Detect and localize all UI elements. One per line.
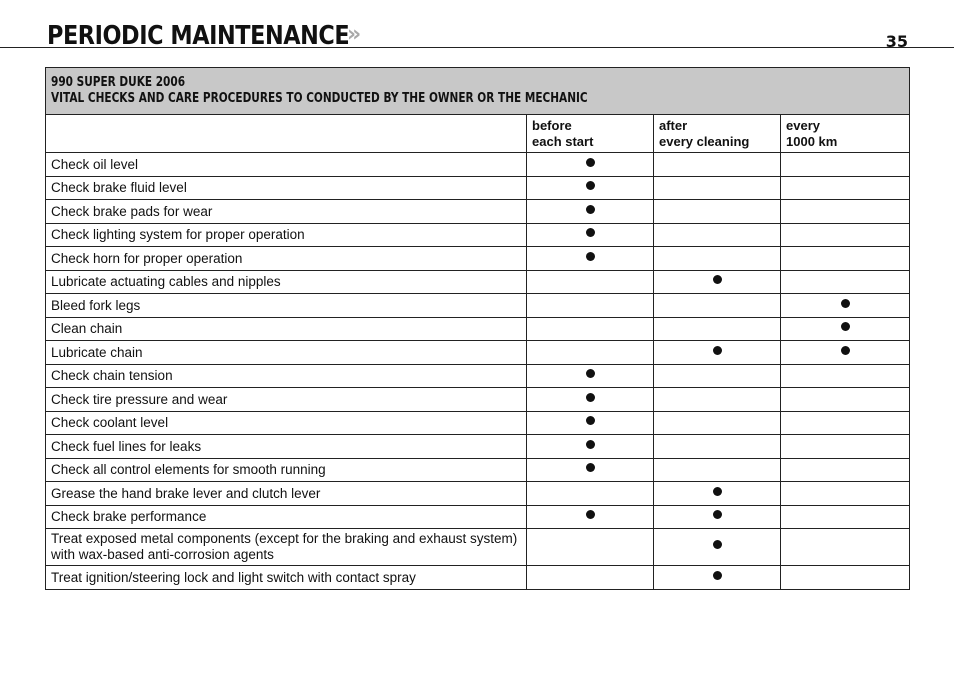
bullet-icon <box>586 393 595 402</box>
table-row <box>46 566 910 590</box>
table-row <box>46 200 910 224</box>
bullet-icon <box>586 440 595 449</box>
interval-cell <box>654 458 781 482</box>
interval-cell <box>654 364 781 388</box>
interval-cell <box>527 294 654 318</box>
task-label: Check tire pressure and wear <box>46 388 527 412</box>
bullet-icon <box>713 510 722 519</box>
column-header-row <box>46 115 910 153</box>
interval-cell <box>527 341 654 365</box>
interval-cell <box>781 270 910 294</box>
bullet-icon <box>586 416 595 425</box>
bullet-icon <box>586 205 595 214</box>
interval-cell <box>527 566 654 590</box>
interval-cell <box>781 341 910 365</box>
bullet-icon <box>586 369 595 378</box>
table-row <box>46 482 910 506</box>
interval-cell <box>527 317 654 341</box>
interval-cell <box>781 411 910 435</box>
maintenance-table <box>45 67 910 590</box>
bullet-icon <box>841 299 850 308</box>
interval-cell <box>654 223 781 247</box>
interval-cell <box>527 482 654 506</box>
task-label: Clean chain <box>46 317 527 341</box>
interval-cell <box>527 529 654 566</box>
task-label: Check fuel lines for leaks <box>46 435 527 459</box>
interval-cell <box>654 153 781 177</box>
interval-cell <box>781 223 910 247</box>
interval-cell <box>654 566 781 590</box>
task-label: Check brake fluid level <box>46 176 527 200</box>
bullet-icon <box>713 487 722 496</box>
column-header-after-cleaning <box>654 115 781 153</box>
table-row <box>46 294 910 318</box>
interval-cell <box>654 294 781 318</box>
interval-cell <box>527 223 654 247</box>
interval-cell <box>654 388 781 412</box>
interval-cell <box>654 270 781 294</box>
interval-cell <box>781 435 910 459</box>
interval-cell <box>781 529 910 566</box>
bullet-icon <box>841 346 850 355</box>
bullet-icon <box>586 228 595 237</box>
task-label: Treat ignition/steering lock and light switch with contact spray <box>46 566 527 590</box>
interval-cell <box>527 270 654 294</box>
column-header-label: 1000 km <box>786 133 838 149</box>
interval-cell <box>527 364 654 388</box>
column-header-label: every cleaning <box>659 133 750 149</box>
interval-cell <box>527 435 654 459</box>
column-header-before-start <box>527 115 654 153</box>
interval-cell <box>654 505 781 529</box>
table-row <box>46 153 910 177</box>
column-header-every-1000km <box>781 115 910 153</box>
task-label: Grease the hand brake lever and clutch lever <box>46 482 527 506</box>
interval-cell <box>527 200 654 224</box>
bullet-icon <box>586 463 595 472</box>
task-label: Check lighting system for proper operation <box>46 223 527 247</box>
interval-cell <box>781 294 910 318</box>
task-label: Lubricate actuating cables and nipples <box>46 270 527 294</box>
interval-cell <box>654 411 781 435</box>
interval-cell <box>527 388 654 412</box>
column-header-label: each start <box>532 133 594 149</box>
interval-cell <box>781 364 910 388</box>
table-row <box>46 247 910 271</box>
table-row <box>46 435 910 459</box>
column-header-label: before <box>532 117 572 133</box>
interval-cell <box>654 247 781 271</box>
column-header-label: after <box>659 117 688 133</box>
table-row <box>46 317 910 341</box>
task-label: Check brake performance <box>46 505 527 529</box>
interval-cell <box>654 341 781 365</box>
bullet-icon <box>586 252 595 261</box>
task-label: Check coolant level <box>46 411 527 435</box>
interval-cell <box>781 458 910 482</box>
page-number: 35 <box>885 32 908 51</box>
header-rule <box>0 47 954 48</box>
task-label: Treat exposed metal components (except for the braking and exhaust system) with wax-based anti-corrosion agents <box>46 529 527 566</box>
task-label: Lubricate chain <box>46 341 527 365</box>
task-label: Check all control elements for smooth running <box>46 458 527 482</box>
column-header-task <box>46 115 527 153</box>
interval-cell <box>781 388 910 412</box>
interval-cell <box>781 176 910 200</box>
table-row <box>46 529 910 566</box>
bullet-icon <box>713 540 722 549</box>
interval-cell <box>781 317 910 341</box>
task-label: Bleed fork legs <box>46 294 527 318</box>
model-subtitle: VITAL CHECKS AND CARE PROCEDURES TO CONDUCTED BY THE OWNER OR THE MECHANIC <box>51 91 588 106</box>
model-header <box>46 68 910 115</box>
table-row <box>46 411 910 435</box>
table-row <box>46 505 910 529</box>
table-row <box>46 270 910 294</box>
interval-cell <box>527 153 654 177</box>
bullet-icon <box>713 571 722 580</box>
interval-cell <box>527 247 654 271</box>
bullet-icon <box>586 181 595 190</box>
interval-cell <box>781 247 910 271</box>
interval-cell <box>781 566 910 590</box>
interval-cell <box>654 435 781 459</box>
page-title: PERIODIC MAINTENANCE <box>47 21 350 51</box>
bullet-icon <box>713 275 722 284</box>
table-row <box>46 223 910 247</box>
bullet-icon <box>841 322 850 331</box>
bullet-icon <box>713 346 722 355</box>
interval-cell <box>654 200 781 224</box>
interval-cell <box>527 176 654 200</box>
interval-cell <box>781 200 910 224</box>
interval-cell <box>654 317 781 341</box>
table-row <box>46 388 910 412</box>
table-row <box>46 458 910 482</box>
task-label: Check oil level <box>46 153 527 177</box>
model-title: 990 SUPER DUKE 2006 <box>51 75 186 90</box>
bullet-icon <box>586 510 595 519</box>
interval-cell <box>527 458 654 482</box>
table-row <box>46 341 910 365</box>
bullet-icon <box>586 158 595 167</box>
task-label: Check brake pads for wear <box>46 200 527 224</box>
interval-cell <box>654 482 781 506</box>
column-header-label: every <box>786 117 820 133</box>
interval-cell <box>781 482 910 506</box>
task-label: Check chain tension <box>46 364 527 388</box>
interval-cell <box>654 529 781 566</box>
interval-cell <box>527 505 654 529</box>
interval-cell <box>781 505 910 529</box>
task-label: Check horn for proper operation <box>46 247 527 271</box>
interval-cell <box>527 411 654 435</box>
chevrons-icon: » <box>347 22 362 47</box>
interval-cell <box>781 153 910 177</box>
interval-cell <box>654 176 781 200</box>
table-row <box>46 364 910 388</box>
table-row <box>46 176 910 200</box>
